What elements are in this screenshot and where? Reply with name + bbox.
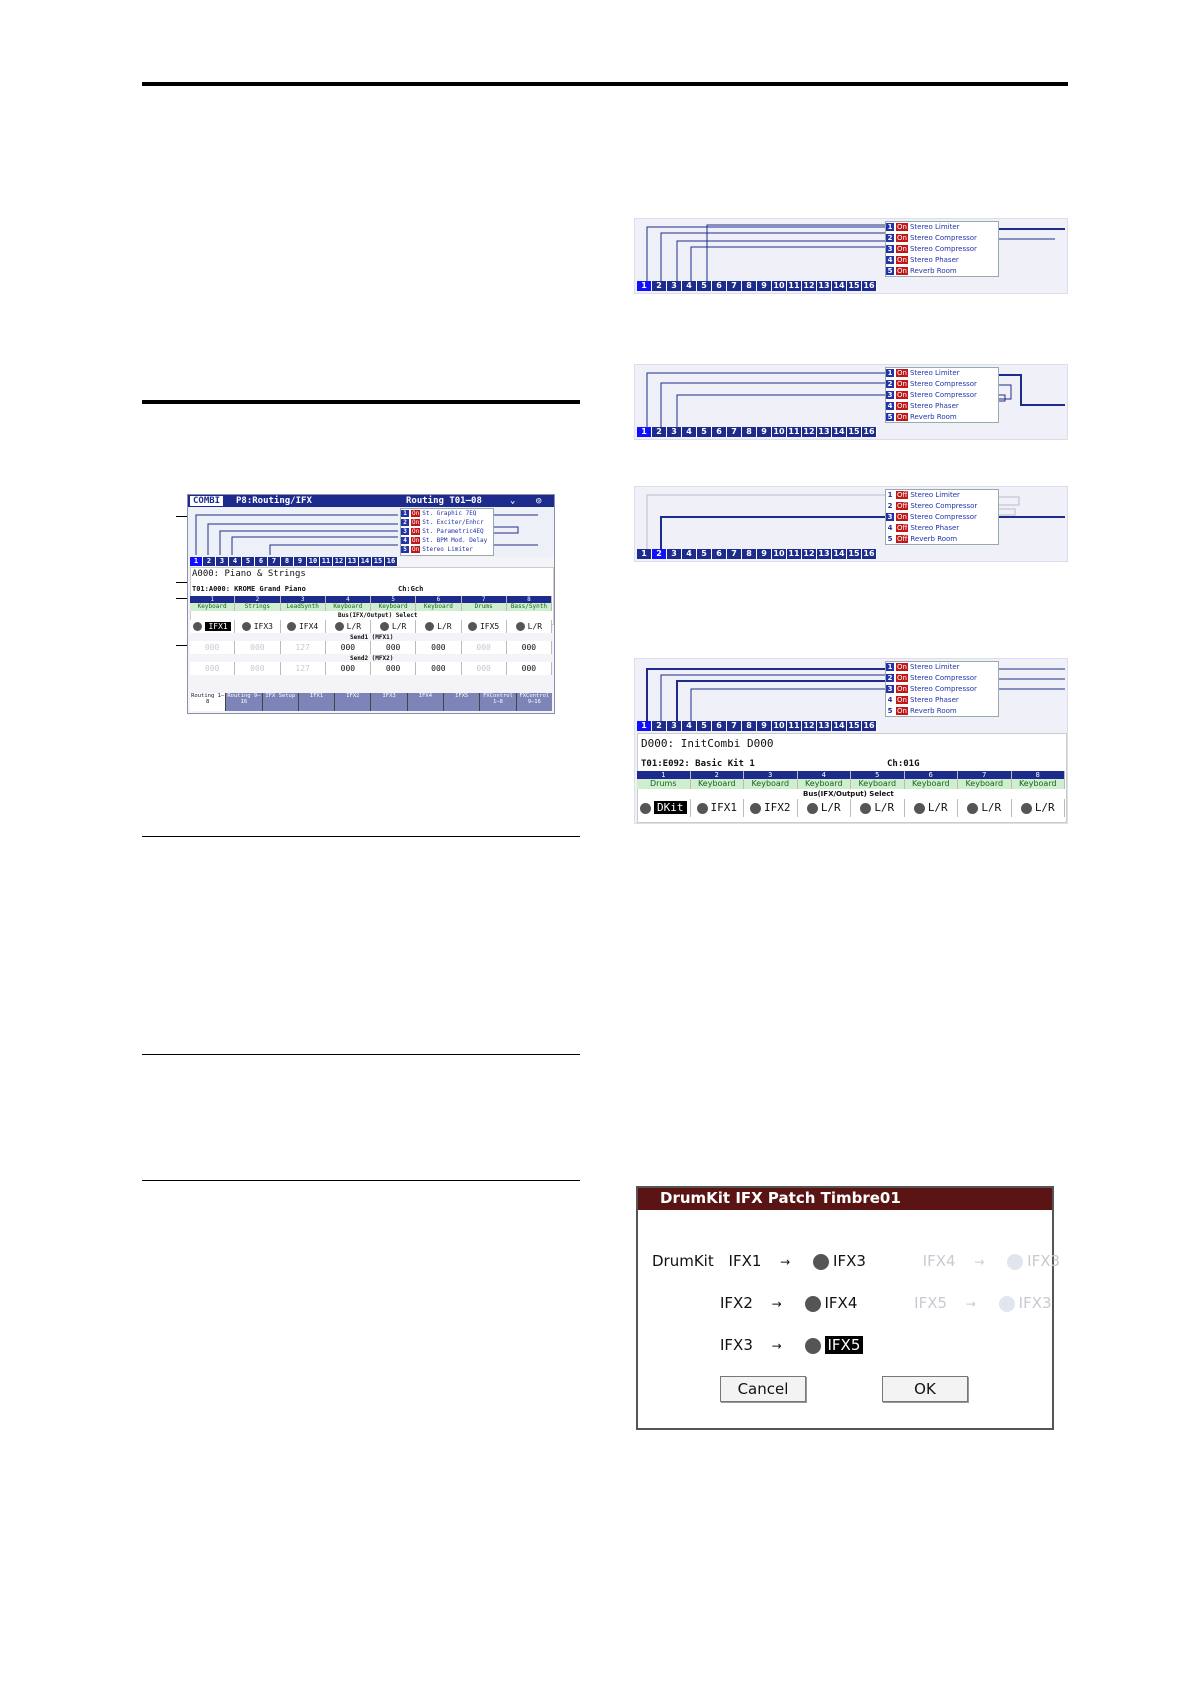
timbre-num[interactable]: 1 bbox=[190, 557, 203, 566]
diag1-fx-list bbox=[885, 221, 999, 277]
send2-header: Send2 (MFX2) bbox=[350, 655, 394, 662]
bus-select[interactable]: IFX4 bbox=[281, 620, 326, 633]
diag4-fx[interactable]: 3 On Stereo Compressor bbox=[887, 685, 977, 693]
d4-channel: Ch:01G bbox=[887, 759, 920, 769]
page-label: P8:Routing/IFX bbox=[236, 496, 312, 506]
lcd-fx-5[interactable]: 5 On Stereo Limiter bbox=[401, 546, 473, 553]
diag3-fx[interactable]: 2 Off Stereo Compressor bbox=[887, 502, 978, 510]
timbre-num[interactable]: 5 bbox=[242, 557, 255, 566]
timbre-num[interactable]: 14 bbox=[359, 557, 372, 566]
bus-select[interactable]: IFX3 bbox=[235, 620, 280, 633]
diag3-fx[interactable]: 1 Off Stereo Limiter bbox=[887, 491, 960, 499]
send2-value[interactable]: 000 bbox=[507, 662, 552, 675]
routing-diagram-3 bbox=[634, 486, 1068, 562]
diag3-timbre-numbers: 1 2 3 4 5 6 7 8 9 10 11 12 13 14 15 16 bbox=[637, 549, 877, 559]
dialog-title-bar bbox=[638, 1188, 1052, 1210]
top-rule bbox=[142, 82, 1068, 86]
diag3-fx[interactable]: 4 Off Stereo Phaser bbox=[887, 524, 960, 532]
section-rule bbox=[142, 400, 580, 404]
send1-value[interactable]: 000 bbox=[416, 641, 461, 654]
send2-value[interactable]: 000 bbox=[371, 662, 416, 675]
diag1-fx[interactable]: 2 On Stereo Compressor bbox=[887, 234, 977, 242]
tab-ifx-setup[interactable]: IFX Setup bbox=[263, 693, 299, 711]
timbre-num[interactable]: 13 bbox=[346, 557, 359, 566]
lcd-fx-list bbox=[400, 508, 494, 556]
divider-3 bbox=[142, 1180, 580, 1181]
tab-ifx4[interactable]: IFX4 bbox=[408, 693, 444, 711]
d4-timbre-line: T01:E092: Basic Kit 1 bbox=[641, 759, 755, 769]
diag4-fx[interactable]: 4 On Stereo Phaser bbox=[887, 696, 959, 704]
r2-dst[interactable]: IFX4 bbox=[824, 1294, 858, 1312]
chevron-down-icon[interactable]: ⌄ bbox=[510, 496, 516, 506]
drumkit-label: DrumKit bbox=[652, 1252, 714, 1270]
timbre-num[interactable]: 6 bbox=[255, 557, 268, 566]
bus-select[interactable]: IFX5 bbox=[462, 620, 507, 633]
tab-routing-1-8[interactable]: Routing 1–8 bbox=[190, 693, 226, 711]
lcd-categories: Keyboard Strings LeadSynth Keyboard Keyboard Keyboard Drums Bass/Synth bbox=[190, 603, 552, 611]
divider-1 bbox=[142, 836, 580, 837]
timbre-num[interactable]: 15 bbox=[372, 557, 385, 566]
d4-bus-select[interactable]: L/R bbox=[798, 799, 852, 817]
bus-header: Bus(IFX/Output) Select bbox=[338, 612, 418, 619]
d4-bus-select[interactable]: L/R bbox=[905, 799, 959, 817]
lcd-tabs bbox=[190, 693, 552, 711]
r1-dst2: IFX3 bbox=[1027, 1252, 1061, 1270]
timbre-num[interactable]: 12 bbox=[333, 557, 346, 566]
timbre-num[interactable]: 7 bbox=[268, 557, 281, 566]
timbre-num[interactable]: 3 bbox=[216, 557, 229, 566]
diag3-fx-list bbox=[885, 489, 999, 545]
diag2-fx-list bbox=[885, 367, 999, 423]
diag1-fx[interactable]: 4 On Stereo Phaser bbox=[887, 256, 959, 264]
tab-ifx5[interactable]: IFX5 bbox=[444, 693, 480, 711]
diag4-timbre-numbers: 1 2 3 4 5 6 7 8 9 10 11 12 13 14 15 16 bbox=[637, 721, 877, 731]
diag1-fx[interactable]: 5 On Reverb Room bbox=[887, 267, 957, 275]
tab-ifx1[interactable]: IFX1 bbox=[299, 693, 335, 711]
d4-col-header: 1 2 3 4 5 6 7 8 bbox=[637, 771, 1065, 779]
bus-select[interactable]: IFX1 bbox=[190, 620, 235, 633]
arrow-icon: → bbox=[771, 1297, 782, 1311]
r1-src: IFX1 bbox=[728, 1252, 762, 1270]
combi-name[interactable]: A000: Piano & Strings bbox=[192, 569, 306, 579]
send2-value[interactable]: 000 bbox=[416, 662, 461, 675]
timbre-num[interactable]: 10 bbox=[307, 557, 320, 566]
diag4-fx[interactable]: 5 On Reverb Room bbox=[887, 707, 957, 715]
r2-select-icon[interactable] bbox=[805, 1296, 821, 1312]
timbre-num[interactable]: 9 bbox=[294, 557, 307, 566]
timbre-line: T01:A000: KROME Grand Piano bbox=[192, 585, 306, 593]
r3-select-icon[interactable] bbox=[805, 1338, 821, 1354]
lcd-fx-3[interactable]: 3 On St. Parametric4EQ bbox=[401, 528, 484, 535]
lcd-timbre-numbers bbox=[190, 557, 398, 566]
tab-ifx2[interactable]: IFX2 bbox=[335, 693, 371, 711]
arrow-icon: → bbox=[771, 1339, 782, 1353]
r3-dst[interactable]: IFX5 bbox=[825, 1336, 864, 1354]
d4-bus-select[interactable]: L/R bbox=[851, 799, 905, 817]
d4-bus-row bbox=[637, 799, 1065, 817]
bus-select[interactable]: L/R bbox=[416, 620, 461, 633]
diag2-fx[interactable]: 5 On Reverb Room bbox=[887, 413, 957, 421]
diag3-fx[interactable]: 3 On Stereo Compressor bbox=[887, 513, 977, 521]
arrow-icon: → bbox=[780, 1255, 791, 1269]
diag4-fx[interactable]: 2 On Stereo Compressor bbox=[887, 674, 977, 682]
lcd-fx-2[interactable]: 2 On St. Exciter/Enhcr bbox=[401, 519, 484, 526]
bus-select[interactable]: L/R bbox=[371, 620, 416, 633]
diag1-fx[interactable]: 1 On Stereo Limiter bbox=[887, 223, 960, 231]
routing-label: Routing T01–08 bbox=[406, 496, 482, 506]
routing-diagram-1 bbox=[634, 218, 1068, 294]
tab-ifx3[interactable]: IFX3 bbox=[371, 693, 407, 711]
ok-button[interactable]: OK bbox=[882, 1376, 968, 1402]
d4-combi-name[interactable]: D000: InitCombi D000 bbox=[641, 737, 774, 750]
diag2-fx[interactable]: 4 On Stereo Phaser bbox=[887, 402, 959, 410]
lcd-send2-row: 000 000 127 000 000 000 000 000 bbox=[190, 662, 552, 675]
cancel-button[interactable]: Cancel bbox=[720, 1376, 806, 1402]
arrow-icon: → bbox=[965, 1297, 976, 1311]
arrow-icon: → bbox=[974, 1255, 985, 1269]
lcd-routing-area bbox=[188, 507, 554, 557]
lcd-fx-4[interactable]: 4 On St. BPM Mod. Delay bbox=[401, 537, 487, 544]
mode-label: COMBI bbox=[190, 496, 223, 506]
r2-dst2: IFX3 bbox=[1018, 1294, 1052, 1312]
lcd-screenshot bbox=[187, 494, 555, 714]
send1-value[interactable]: 000 bbox=[371, 641, 416, 654]
dialog-row-2 bbox=[720, 1294, 1052, 1312]
diag2-fx[interactable]: 1 On Stereo Limiter bbox=[887, 369, 960, 377]
d4-bus-select[interactable]: IFX2 bbox=[744, 799, 798, 817]
lcd-title-bar bbox=[188, 495, 554, 507]
routing-lines bbox=[188, 507, 554, 557]
send1-value[interactable]: 000 bbox=[507, 641, 552, 654]
divider-2 bbox=[142, 1054, 580, 1055]
timbre-num[interactable]: 11 bbox=[320, 557, 333, 566]
dialog-title: DrumKit IFX Patch Timbre01 bbox=[660, 1189, 901, 1207]
diag2-timbre-numbers: 1 2 3 4 5 6 7 8 9 10 11 12 13 14 15 16 bbox=[637, 427, 877, 437]
lcd-send1-row: 000 000 127 000 000 000 000 000 bbox=[190, 641, 552, 654]
d4-bus-select[interactable]: L/R bbox=[958, 799, 1012, 817]
lcd-bus-row bbox=[190, 620, 552, 633]
bus-select[interactable]: L/R bbox=[326, 620, 371, 633]
timbre-num[interactable]: 16 bbox=[385, 557, 398, 566]
routing-diagram-4 bbox=[634, 658, 1068, 824]
lcd-col-header: 1 2 3 4 5 6 7 8 bbox=[190, 596, 552, 603]
diag4-fx[interactable]: 1 On Stereo Limiter bbox=[887, 663, 960, 671]
timbre-num[interactable]: 4 bbox=[229, 557, 242, 566]
diag1-fx[interactable]: 3 On Stereo Compressor bbox=[887, 245, 977, 253]
diag3-fx[interactable]: 5 Off Reverb Room bbox=[887, 535, 958, 543]
d4-categories: Drums Keyboard Keyboard Keyboard Keyboard Keyboard Keyboard Keyboard bbox=[637, 779, 1065, 789]
dialog-row-3 bbox=[720, 1336, 863, 1354]
drumkit-ifx-dialog bbox=[636, 1186, 1061, 1430]
d4-bus-select[interactable]: IFX1 bbox=[691, 799, 745, 817]
lcd-fx-1[interactable]: 1 On St. Graphic 7EQ bbox=[401, 510, 476, 517]
send1-value[interactable]: 000 bbox=[326, 641, 371, 654]
send1-header: Send1 (MFX1) bbox=[350, 634, 394, 641]
r2-src: IFX2 bbox=[720, 1294, 753, 1312]
diag2-fx[interactable]: 3 On Stereo Compressor bbox=[887, 391, 977, 399]
channel-label: Ch:Gch bbox=[398, 585, 424, 593]
r1-select-icon[interactable] bbox=[813, 1254, 829, 1270]
send2-value[interactable]: 000 bbox=[326, 662, 371, 675]
timbre-num[interactable]: 8 bbox=[281, 557, 294, 566]
r3-src: IFX3 bbox=[720, 1336, 753, 1354]
timbre-num[interactable]: 2 bbox=[203, 557, 216, 566]
tab-fxcontrol-1-8[interactable]: FXControl 1–8 bbox=[480, 693, 516, 711]
diag1-timbre-numbers: 1 2 3 4 5 6 7 8 9 10 11 12 13 14 15 16 bbox=[637, 281, 877, 291]
bus-select[interactable]: L/R bbox=[507, 620, 552, 633]
r2-select2-icon bbox=[999, 1296, 1015, 1312]
tab-fxcontrol-9-16[interactable]: FXControl 9–16 bbox=[519, 693, 550, 705]
page-menu-icon[interactable]: ◎ bbox=[536, 496, 542, 506]
diag2-fx[interactable]: 2 On Stereo Compressor bbox=[887, 380, 977, 388]
d4-bus-select[interactable]: L/R bbox=[1012, 799, 1066, 817]
tab-routing-9-16[interactable]: Routing 9–16 bbox=[226, 693, 262, 711]
r1-src2: IFX4 bbox=[922, 1252, 956, 1270]
routing-diagram-2 bbox=[634, 364, 1068, 440]
diag4-fx-list bbox=[885, 661, 999, 717]
r1-dst[interactable]: IFX3 bbox=[833, 1252, 866, 1270]
r1-select2-icon bbox=[1007, 1254, 1023, 1270]
d4-bus-select[interactable]: DKit bbox=[637, 799, 691, 817]
d4-bus-header: Bus(IFX/Output) Select bbox=[803, 790, 894, 798]
dialog-row-1 bbox=[652, 1252, 1060, 1270]
r2-src2: IFX5 bbox=[914, 1294, 948, 1312]
